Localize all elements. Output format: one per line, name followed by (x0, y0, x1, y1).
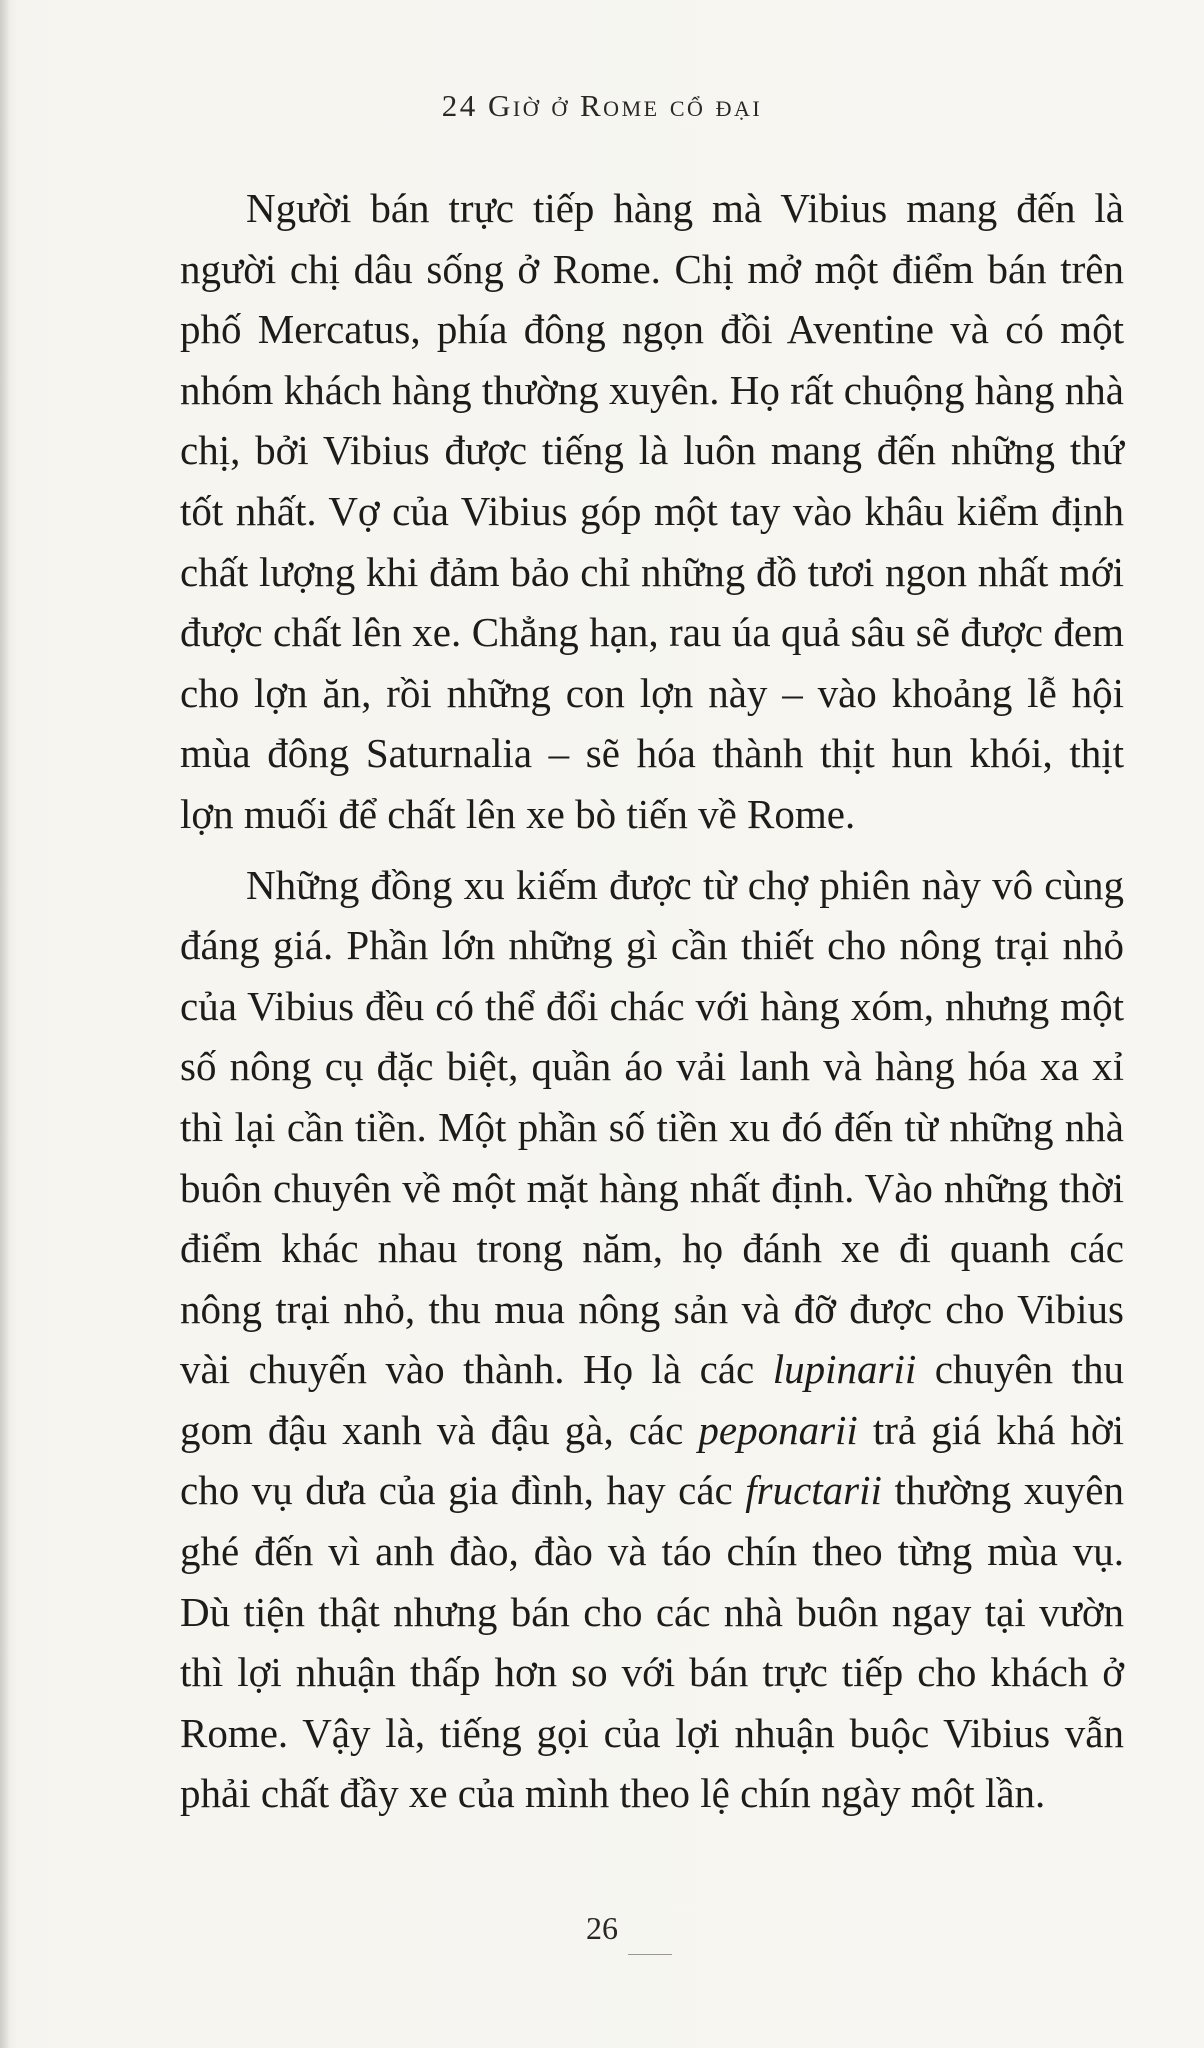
page-number-underline (628, 1954, 672, 1955)
paragraph-1: Người bán trực tiếp hàng mà Vibius mang đến là người chị dâu sống ở Rome. Chị mở một điểm bán trên phố Mercatus, phía đông ngọn đồi Aventine và có một nhóm khách hàng thường xuyên. Họ rất chuộng hàng nhà chị, bởi Vibius được tiếng là luôn mang đến những thứ tốt nhất. Vợ của Vibius góp một tay vào khâu kiểm định chất lượng khi đảm bảo chỉ những đồ tươi ngon nhất mới được chất lên xe. Chẳng hạn, rau úa quả sâu sẽ được đem cho lợn ăn, rồi những con lợn này – vào khoảng lễ hội mùa đông Saturnalia – sẽ hóa thành thịt hun khói, thịt lợn muối để chất lên xe bò tiến về Rome. (180, 185, 1124, 837)
binding-shadow (0, 0, 10, 2048)
page-number: 26 (586, 1910, 618, 1946)
running-header: 24 Giờ ở Rome cổ đại (441, 88, 763, 123)
paragraph-2 (180, 855, 1124, 1825)
latin-term-peponarii: peponarii (698, 1406, 858, 1453)
paragraph-2-part-2: chuyên thu gom đậu xanh và đậu gà, các (180, 1346, 1124, 1453)
paragraph-2-part-3: trả giá khá hời cho vụ dưa của gia đình, hay các (180, 1406, 1124, 1514)
paragraph-2-part-4: thường xuyên ghé đến vì anh đào, đào và táo chín theo từng mùa vụ. Dù tiện thật nhưng bán cho các nhà buôn ngay tại vườn thì lợi nhuận thấp hơn so với bán trực tiếp cho khách ở Rome. Vậy là, tiếng gọi của lợi nhuận buộc Vibius vẫn phải chất đầy xe của mình theo lệ chín ngày một lần. (180, 1467, 1124, 1817)
body-text (180, 178, 1124, 1834)
paragraph-2-part-1: Những đồng xu kiếm được từ chợ phiên này vô cùng đáng giá. Phần lớn những gì cần thiết cho nông trại nhỏ của Vibius đều có thể đổi chác với hàng xóm, nhưng một số nông cụ đặc biệt, quần áo vải lanh và hàng hóa xa xỉ thì lại cần tiền. Một phần số tiền xu đó đến từ những nhà buôn chuyên về một mặt hàng nhất định. Vào những thời điểm khác nhau trong năm, họ đánh xe đi quanh các nông trại nhỏ, thu mua nông sản và đỡ được cho Vibius vài chuyến vào thành. Họ là các (180, 861, 1124, 1393)
latin-term-fructarii: fructarii (745, 1467, 882, 1514)
latin-term-lupinarii: lupinarii (772, 1346, 917, 1393)
